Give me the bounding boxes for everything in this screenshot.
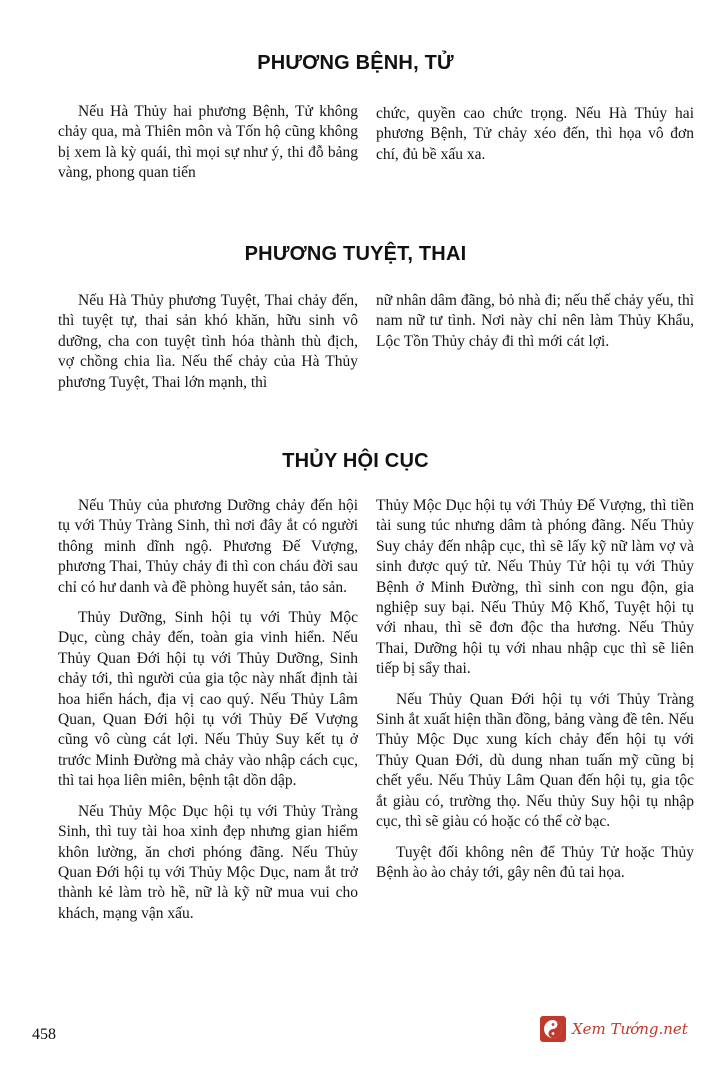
paragraph: chức, quyền cao chức trọng. Nếu Hà Thủy hai phương Bệnh, Tử chảy xéo đến, thì họa vô đơn chí, đủ bề xấu xa. [376,105,694,163]
paragraph: Nếu Hà Thủy hai phương Bệnh, Tử không chảy qua, mà Thiên môn và Tốn hộ cũng không bị xem là kỳ quái, thì mọi sự như ý, thi đỗ bảng vàng, phong quan tiến [58,103,358,182]
paragraph: Nếu Thủy Mộc Dục hội tụ với Thủy Tràng Sinh, thì tuy tài hoa xinh đẹp nhưng gian hiểm khôn lường, ăn chơi phóng đãng. Nếu Thủy Quan Đới hội tụ với Thủy Mộc Dục, nam ắt trở thành kẻ làm trò hề, nữ là kỹ nữ mua vui cho khách, mạng vận xấu. [58,802,358,922]
yin-yang-logo-icon [540,1016,566,1042]
watermark [540,1014,705,1044]
section2-left-column [58,291,358,393]
section1-right-column [376,104,694,165]
section-heading-thuy-hoi-cuc: THỦY HỘI CỤC [282,450,429,472]
paragraph: nữ nhân dâm đãng, bỏ nhà đi; nếu thế chảy yếu, thì nam nữ tư tình. Nơi này chỉ nên làm Thủy Khẩu, Lộc Tồn Thủy chảy đi thì mới cát lợi. [376,292,694,350]
paragraph: Thủy Mộc Dục hội tụ với Thủy Đế Vượng, thì tiền tài sung túc nhưng dâm tà phóng đãng. Nếu Thủy Suy chảy đến nhập cục, thì sẽ lấy kỹ nữ làm vợ và sinh được quý tử. Nếu Thủy Tử hội tụ với Thủy Bệnh ở Minh Đường, thì sinh con ngu độn, gia nghiệp suy bại. Nếu Thủy Mộ Khố, Tuyệt hội tụ với nhau, thì sẽ đơn độc tha hương. Nếu Thủy Thai, Dưỡng hội tụ với nhau nhập cục thì sẽ liên tiếp bị sẩy thai. [376,497,694,678]
section3-left-column [58,496,358,924]
section3-right-column [376,496,694,883]
paragraph: Nếu Hà Thủy phương Tuyệt, Thai chảy đến, thì tuyệt tự, thai sản khó khăn, hữu sinh vô dưỡng, cha con tuyệt tình hóa thành thù địch, vợ chồng chia lìa. Nếu thế chảy của Hà Thủy phương Tuyệt, Thai lớn mạnh, thì [58,292,358,391]
section2-right-column [376,291,694,352]
paragraph: Tuyệt đối không nên để Thủy Tử hoặc Thủy Bệnh ào ào chảy tới, gây nên đủ tai họa. [376,843,694,881]
page-number: 458 [32,1026,56,1043]
paragraph: Thủy Dưỡng, Sinh hội tụ với Thủy Mộc Dục, cùng chảy đến, toàn gia vinh hiển. Nếu Thủy Quan Đới hội tụ với Thủy Dưỡng, Sinh chảy tới, thì người của gia tộc này nhất định tài hoa hiển hách, địa vị cao quý. Nếu Thủy Lâm Quan, Quan Đới hội tụ với Thủy Đế Vượng cũng vô cùng cát lợi. Nếu Thủy Suy kết tụ ở trước Minh Đường mà chảy vào nhập cách cục, thì tai họa liên miên, bệnh tật dồn dập. [58,609,358,790]
watermark-text: Xem Tướng.net [572,1020,688,1038]
paragraph: Nếu Thủy Quan Đới hội tụ với Thủy Tràng Sinh ắt xuất hiện thần đồng, bảng vàng đề tên. Nếu Thủy Mộc Dục xung kích chảy đến hội tụ với Thủy Quan Đới, dù dung nhan tuấn mỹ cũng bị chết yểu. Nếu Thủy Lâm Quan đến hội tụ, gia tộc ắt giàu có, trường thọ. Nếu thủy Suy hội tụ nhập cục, thì sẽ giàu có hoặc có thể cờ bạc. [376,690,694,831]
paragraph: Nếu Thủy của phương Dưỡng chảy đến hội tụ với Thủy Tràng Sinh, thì nơi đây ắt có người thông minh dĩnh ngộ. Phương Đế Vượng, phương Thai, Thủy chảy đi thì con cháu đời sau chỉ có hư danh và đề phòng huyết sản, tảo sản. [58,497,358,596]
section-heading-phuong-benh-tu: PHƯƠNG BỆNH, TỬ [257,52,454,74]
section1-left-column [58,102,358,184]
section-heading-phuong-tuyet-thai: PHƯƠNG TUYỆT, THAI [244,243,467,265]
